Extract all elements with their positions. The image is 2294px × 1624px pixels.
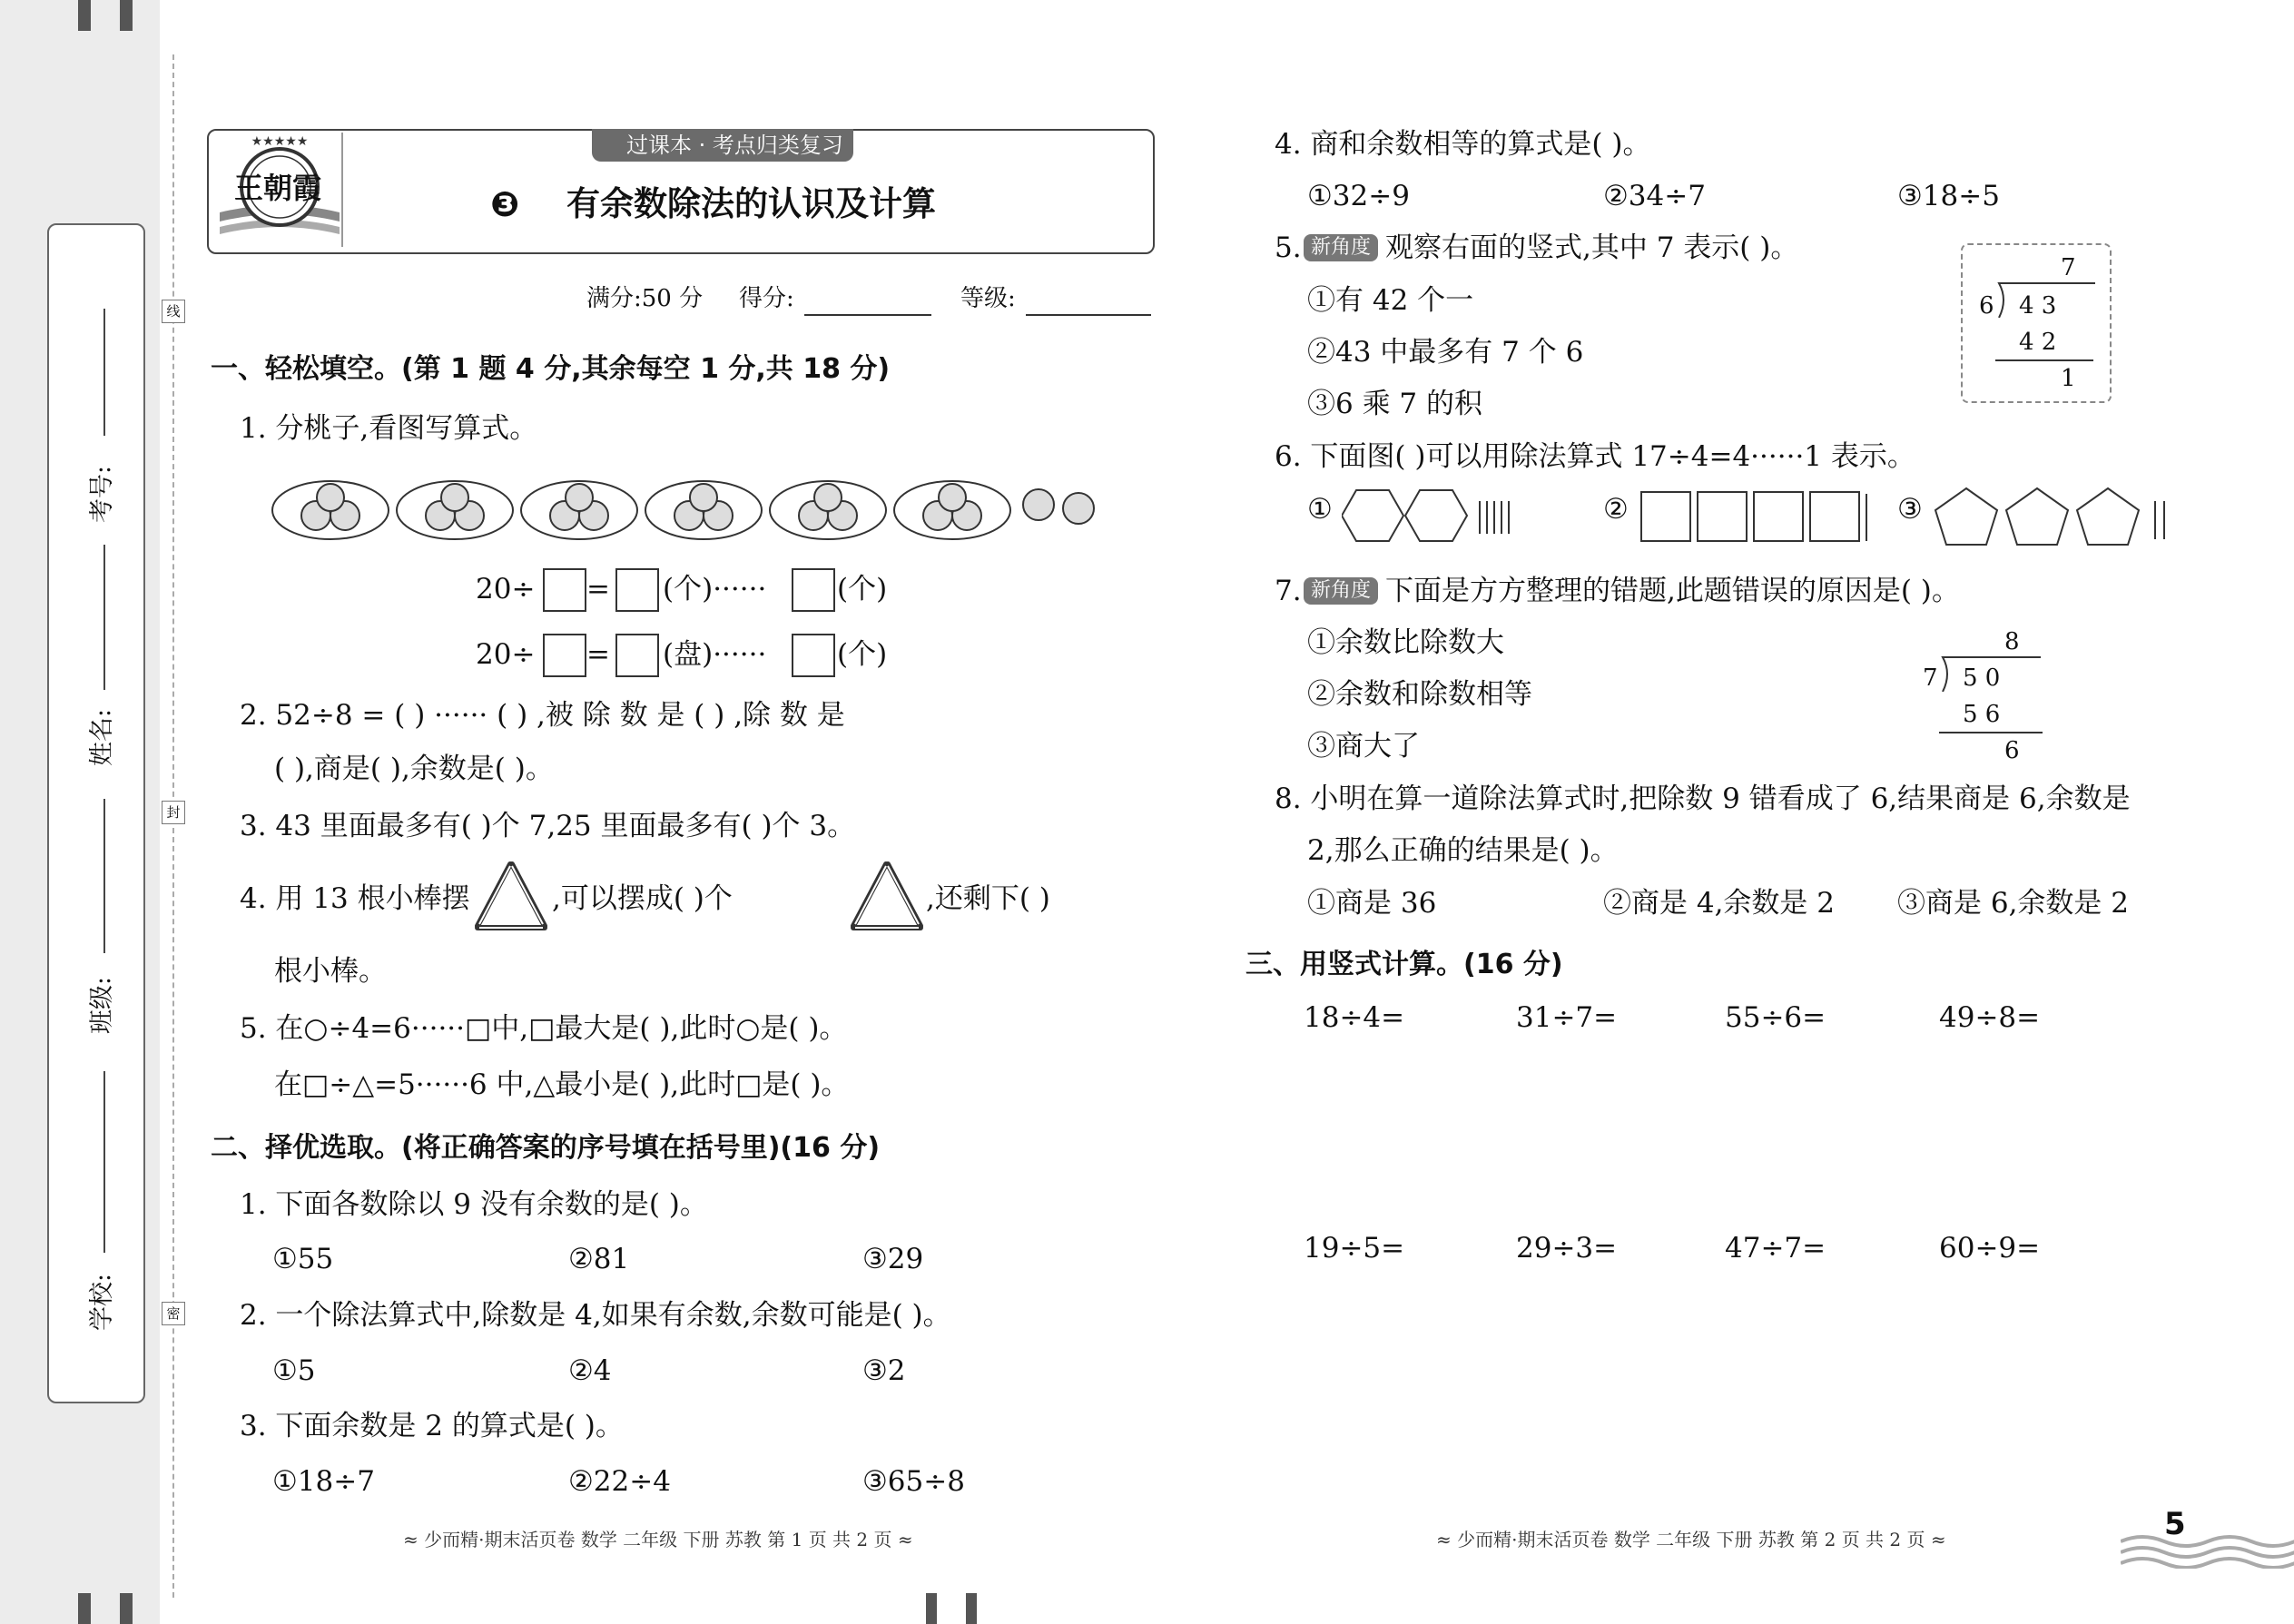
eq2-equals: = [586, 638, 610, 671]
q2-7-option-a[interactable]: ①余数比除数大 [1307, 626, 1504, 659]
question-2-5-number: 5. [1275, 231, 1302, 264]
eq1-divisor-box[interactable] [543, 568, 586, 612]
peach-plates-picture [269, 472, 1122, 545]
fold-line [172, 54, 174, 1598]
stick-triangle-icon [470, 859, 552, 933]
eq1-unit: (个)······ [663, 573, 767, 605]
eq1-equals: = [586, 573, 610, 605]
q2-8-option-a[interactable]: ①商是 36 [1307, 887, 1437, 920]
div1-remainder: 1 [2061, 365, 2076, 392]
div1-divisor: 6 [1979, 292, 1994, 320]
school-field[interactable] [103, 1071, 105, 1253]
question-1-2: 2. 52÷8 = ( ) ······ ( ) ,被 除 数 是 ( ) ,除 数 是 [240, 699, 845, 732]
question-1-5: 5. 在○÷4=6······□中,□最大是( ),此时○是( )。 [240, 1012, 848, 1045]
hexagon-sticks-picture [1342, 488, 1523, 543]
section-1-title: 一、轻松填空。(第 1 题 4 分,其余每空 1 分,共 18 分) [211, 353, 891, 385]
question-1-5-cont: 在□÷△=5······6 中,△最小是( ),此时□是( )。 [274, 1068, 850, 1101]
question-2-5: 观察右面的竖式,其中 7 表示( )。 [1385, 231, 1799, 264]
top-mark [120, 0, 133, 31]
school-label: 学校: [88, 1273, 117, 1332]
q2-5-option-b[interactable]: ②43 中最多有 7 个 6 [1307, 336, 1584, 369]
q2-4-option-c[interactable]: ③18÷5 [1897, 180, 2000, 212]
q2-8-option-c[interactable]: ③商是 6,余数是 2 [1897, 887, 2130, 920]
eq2-quotient-box[interactable] [615, 634, 659, 677]
q2-1-option-b[interactable]: ②81 [568, 1243, 630, 1275]
q2-7-option-b[interactable]: ②余数和除数相等 [1307, 678, 1532, 711]
page-number: 5 [2164, 1506, 2186, 1542]
name-field[interactable] [103, 545, 105, 690]
page-title: 有余数除法的认识及计算 [566, 184, 936, 223]
div2-product: 5 6 [1963, 701, 2001, 728]
div2-quotient: 8 [2004, 628, 2020, 655]
grade-label: 等级: [960, 285, 1016, 312]
question-2-7-number: 7. [1275, 575, 1302, 607]
new-angle-badge: 新角度 [1304, 234, 1378, 261]
question-2-2: 2. 一个除法算式中,除数是 4,如果有余数,余数可能是( )。 [240, 1299, 951, 1332]
eq1-dividend: 20÷ [476, 573, 536, 605]
eq2-dividend: 20÷ [476, 638, 536, 671]
page-number-waves [2121, 1514, 2294, 1569]
stick-triangle-icon [846, 859, 928, 933]
bottom-mark [926, 1593, 937, 1624]
pentagon-sticks-picture [1934, 487, 2179, 546]
question-2-1: 1. 下面各数除以 9 没有余数的是( )。 [240, 1188, 708, 1221]
q2-4-option-b[interactable]: ②34÷7 [1603, 180, 1706, 212]
question-1-2-cont: ( ),商是( ),余数是( )。 [274, 753, 554, 785]
footer-left: ≈ 少而精·期末活页卷 数学 二年级 下册 苏教 第 1 页 共 2 页 ≈ [403, 1529, 913, 1550]
div2-divisor: 7 [1923, 664, 1938, 692]
student-info-box [47, 223, 145, 1403]
section-2-title: 二、择优选取。(将正确答案的序号填在括号里)(16 分) [211, 1132, 881, 1164]
long-division-error [1915, 623, 2043, 764]
class-field[interactable] [103, 799, 105, 953]
eq1-unit-2: (个) [837, 573, 888, 605]
bottom-mark [78, 1593, 91, 1624]
eq1-quotient-box[interactable] [615, 568, 659, 612]
question-1-1: 1. 分桃子,看图写算式。 [240, 412, 538, 445]
eq2-divisor-box[interactable] [543, 634, 586, 677]
div1-dividend: 4 3 [2019, 292, 2057, 320]
grade-field[interactable] [1026, 314, 1151, 316]
q2-8-option-b[interactable]: ②商是 4,余数是 2 [1603, 887, 1836, 920]
q2-6-option-b[interactable]: ② [1603, 493, 1629, 526]
question-1-3: 3. 43 里面最多有( )个 7,25 里面最多有( )个 3。 [240, 810, 856, 842]
calc-item[interactable]: 60÷9= [1939, 1232, 2041, 1265]
q2-5-option-a[interactable]: ①有 42 个一 [1307, 284, 1474, 317]
q2-3-option-b[interactable]: ②22÷4 [568, 1465, 671, 1498]
calc-item[interactable]: 47÷7= [1725, 1232, 1826, 1265]
logo-text: 王朝霞 [234, 171, 322, 205]
calc-item[interactable]: 31÷7= [1516, 1001, 1618, 1034]
eq2-unit: (盘)······ [663, 638, 767, 671]
q2-3-option-c[interactable]: ③65÷8 [862, 1465, 965, 1498]
div1-product: 4 2 [2019, 329, 2057, 356]
cut-mark-seal: 封 [162, 801, 185, 824]
exam-number-field[interactable] [103, 309, 105, 436]
q2-2-option-b[interactable]: ②4 [568, 1354, 612, 1387]
q2-6-option-a[interactable]: ① [1307, 493, 1333, 526]
footer-right: ≈ 少而精·期末活页卷 数学 二年级 下册 苏教 第 2 页 共 2 页 ≈ [1436, 1529, 1946, 1550]
calc-item[interactable]: 19÷5= [1304, 1232, 1405, 1265]
q2-6-option-c[interactable]: ③ [1897, 493, 1923, 526]
cut-mark-secret: 密 [162, 1302, 185, 1325]
question-2-8-cont: 2,那么正确的结果是( )。 [1307, 834, 1619, 867]
question-1-4-cont: 根小棒。 [274, 955, 387, 988]
exam-number-label: 考号: [88, 465, 117, 524]
question-2-4: 4. 商和余数相等的算式是( )。 [1275, 128, 1651, 161]
q2-1-option-a[interactable]: ①55 [272, 1243, 334, 1275]
new-angle-badge: 新角度 [1304, 577, 1378, 605]
calc-item[interactable]: 29÷3= [1516, 1232, 1618, 1265]
eq2-unit-2: (个) [837, 638, 888, 671]
bottom-mark [120, 1593, 133, 1624]
q2-2-option-c[interactable]: ③2 [862, 1354, 906, 1387]
calc-item[interactable]: 55÷6= [1725, 1001, 1826, 1034]
question-2-6: 6. 下面图( )可以用除法算式 17÷4=4······1 表示。 [1275, 440, 1915, 473]
q2-2-option-a[interactable]: ①5 [272, 1354, 316, 1387]
section-number: ❸ [490, 184, 520, 224]
class-label: 班级: [88, 976, 117, 1035]
div1-quotient: 7 [2061, 254, 2076, 281]
question-1-4: 4. 用 13 根小棒摆 [240, 882, 470, 915]
banner-text: 过课本 · 考点归类复习 [626, 133, 843, 158]
q2-3-option-a[interactable]: ①18÷7 [272, 1465, 375, 1498]
svg-text:★★★★★: ★★★★★ [251, 134, 309, 149]
div2-remainder: 6 [2004, 737, 2020, 764]
eq1-remainder-box[interactable] [792, 568, 835, 612]
header-divider [341, 133, 343, 247]
name-label: 姓名: [88, 708, 117, 767]
bottom-mark [966, 1593, 977, 1624]
section-3-title: 三、用竖式计算。(16 分) [1245, 949, 1563, 980]
div2-dividend: 5 0 [1963, 664, 2001, 692]
long-division-box [1961, 243, 2112, 403]
calc-item[interactable]: 49÷8= [1939, 1001, 2041, 1034]
q2-1-option-c[interactable]: ③29 [862, 1243, 924, 1275]
score-label: 得分: [739, 285, 794, 312]
q2-7-option-c[interactable]: ③商大了 [1307, 730, 1420, 763]
eq2-remainder-box[interactable] [792, 634, 835, 677]
question-2-8: 8. 小明在算一道除法算式时,把除数 9 错看成了 6,结果商是 6,余数是 [1275, 782, 2131, 815]
calc-item[interactable]: 18÷4= [1304, 1001, 1405, 1034]
square-sticks-picture [1639, 490, 1876, 545]
score-field[interactable] [804, 314, 931, 316]
question-1-4-mid: ,可以摆成( )个 [552, 882, 733, 915]
q2-4-option-a[interactable]: ①32÷9 [1307, 180, 1410, 212]
question-1-4-end: ,还剩下( ) [926, 882, 1050, 915]
cut-mark-line: 线 [162, 300, 185, 323]
top-mark [78, 0, 91, 31]
q2-5-option-c[interactable]: ③6 乘 7 的积 [1307, 388, 1483, 420]
question-2-3: 3. 下面余数是 2 的算式是( )。 [240, 1410, 624, 1442]
question-2-7: 下面是方方整理的错题,此题错误的原因是( )。 [1385, 575, 1960, 607]
full-score: 满分:50 分 [586, 285, 704, 312]
